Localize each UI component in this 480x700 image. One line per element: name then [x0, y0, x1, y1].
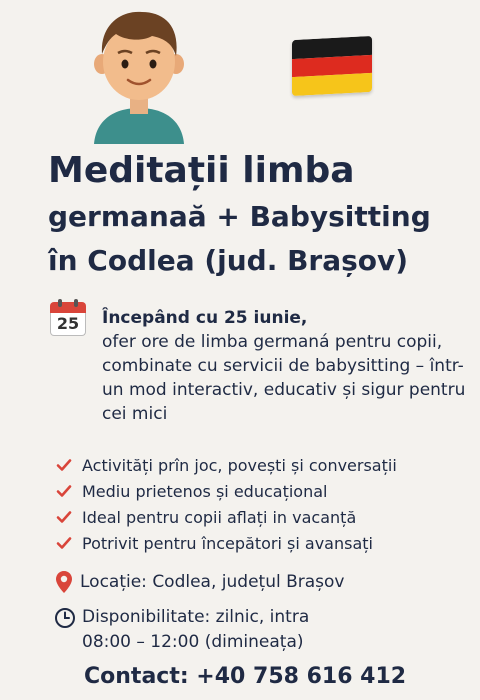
contact-phone: Contact: +40 758 616 412 [84, 664, 407, 689]
checkmark-icon [56, 535, 72, 551]
title-line-3: în Codlea (jud. Brașov) [48, 244, 409, 277]
title-line-1: Meditații limba [48, 150, 355, 191]
availability-line-1: Disponibilitate: zilnic, intra [82, 607, 310, 627]
location-text: Locație: Codlea, județul Brașov [80, 572, 345, 592]
feature-item [56, 530, 397, 556]
calendar-day: 25 [50, 313, 86, 336]
feature-label: Mediu prietenos și educațional [82, 481, 328, 501]
feature-label: Potrivit pentru începători și avansați [82, 533, 373, 553]
feature-item [56, 504, 397, 530]
intro-lead: Începând cu 25 iunie, [102, 308, 308, 328]
feature-list [56, 452, 397, 556]
availability-line-2: 08:00 – 12:00 (dimineața) [82, 632, 304, 652]
boy-avatar [88, 8, 190, 144]
feature-item [56, 478, 397, 504]
intro-body: ofer ore de limba germaná pentru copii, combinate cu servicii de babysitting – într-un mod interactiv, educativ și sigur pentru cei mici [102, 332, 466, 424]
feature-label: Activități prîn joc, povești și conversații [82, 455, 397, 475]
availability-text [82, 605, 309, 655]
clock-icon [54, 607, 76, 629]
checkmark-icon [56, 509, 72, 525]
german-flag-icon [292, 36, 372, 96]
location-pin-icon [54, 570, 74, 594]
checkmark-icon [56, 483, 72, 499]
calendar-icon [50, 302, 86, 336]
feature-label: Ideal pentru copii aflați in vacanță [82, 507, 357, 527]
location-row [54, 570, 345, 595]
title-line-2: germanaă + Babysitting [48, 200, 431, 233]
checkmark-icon [56, 457, 72, 473]
intro-text [102, 306, 472, 426]
availability-row [54, 605, 309, 655]
feature-item [56, 452, 397, 478]
